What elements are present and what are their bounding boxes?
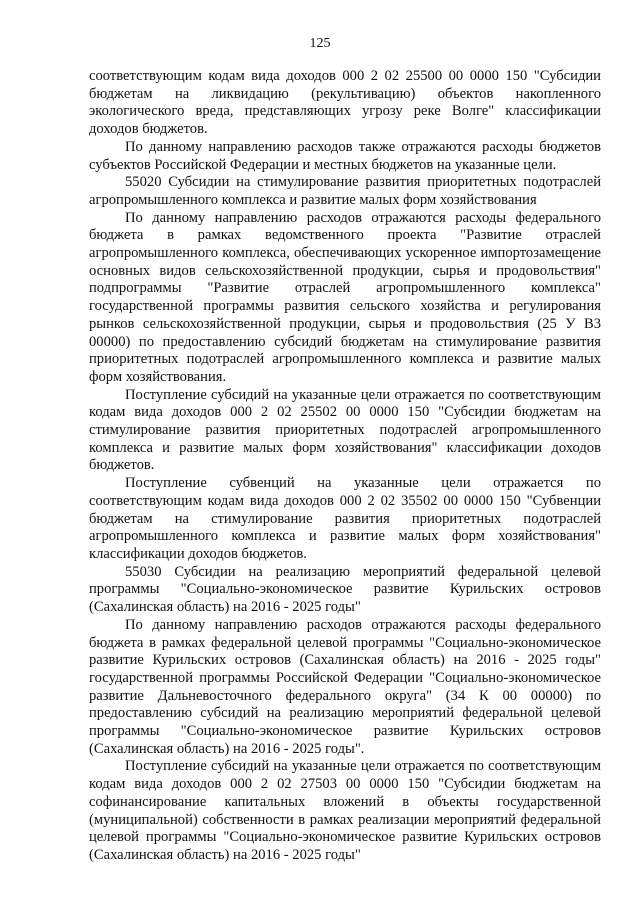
page-number: 125 <box>309 36 331 51</box>
paragraph: По данному направлению расходов также отражаются расходы бюджетов субъектов Российской Федерации и местных бюджетов на указанные цели. <box>89 138 601 173</box>
paragraph: По данному направлению расходов отражаются расходы федерального бюджета в рамках ведомственного проекта "Развитие отраслей агропромышленного комплекса, обеспечивающих ускоренное импортозамещение основных видов сельскохозяйственной продукции, сырья и продовольствия" подпрограммы "Развитие отраслей агропромышленного комплекса" государственной программы развития сельского хозяйства и регулирования рынков сельскохозяйственной продукции, сырья и продовольствия (25 У В3 00000) по предоставлению субсидий бюджетам на стимулирование развития приоритетных подотраслей агропромышленного комплекса и развитие малых форм хозяйствования. <box>89 209 601 385</box>
paragraph: Поступление субсидий на указанные цели отражается по соответствующим кодам вида доходов 000 2 02 25502 00 0000 150 "Субсидии бюджетам на стимулирование развития приоритетных подотраслей агропромышленного комплекса и развитие малых форм хозяйствования" классификации доходов бюджетов. <box>89 386 601 474</box>
paragraph: Поступление субсидий на указанные цели отражается по соответствующим кодам вида доходов 000 2 02 27503 00 0000 150 "Субсидии бюджетам на софинансирование капитальных вложений в объекты государственной (муниципальной) собственности в рамках реализации мероприятий федеральной целевой программы "Социально-экономическое развитие Курильских островов (Сахалинская область) на 2016 - 2025 годы" <box>89 758 601 863</box>
section-heading-55020: 55020 Субсидии на стимулирование развития приоритетных подотраслей агропромышленного комплекса и развитие малых форм хозяйствования <box>89 174 601 208</box>
document-body <box>89 68 601 865</box>
section-heading-55030: 55030 Субсидии на реализацию мероприятий федеральной целевой программы "Социально-экономическое развитие Курильских островов (Сахалинская область) на 2016 - 2025 годы" <box>89 563 601 616</box>
paragraph-continuation: соответствующим кодам вида доходов 000 2 02 25500 00 0000 150 "Субсидии бюджетам на ликвидацию (рекультивацию) объектов накопленного экологического вреда, представляющих угрозу реке Волге" классификации доходов бюджетов. <box>89 68 601 138</box>
paragraph: Поступление субвенций на указанные цели отражается по соответствующим кодам вида доходов 000 2 02 35502 00 0000 150 "Субвенции бюджетам на стимулирование развития приоритетных подотраслей агропромышленного комплекса и развитие малых форм хозяйствования" классификации доходов бюджетов. <box>89 475 601 562</box>
paragraph: По данному направлению расходов отражаются расходы федерального бюджета в рамках федеральной целевой программы "Социально-экономическое развитие Курильских островов (Сахалинская область) на 2016 - 2025 годы" государственной программы Российской Федерации "Социально-экономическое развитие Дальневосточного федерального округа" (34 К 00 00000) по предоставлению субсидий на реализацию мероприятий федеральной целевой программы "Социально-экономическое развитие Курильских островов (Сахалинская область) на 2016 - 2025 годы". <box>89 616 601 757</box>
